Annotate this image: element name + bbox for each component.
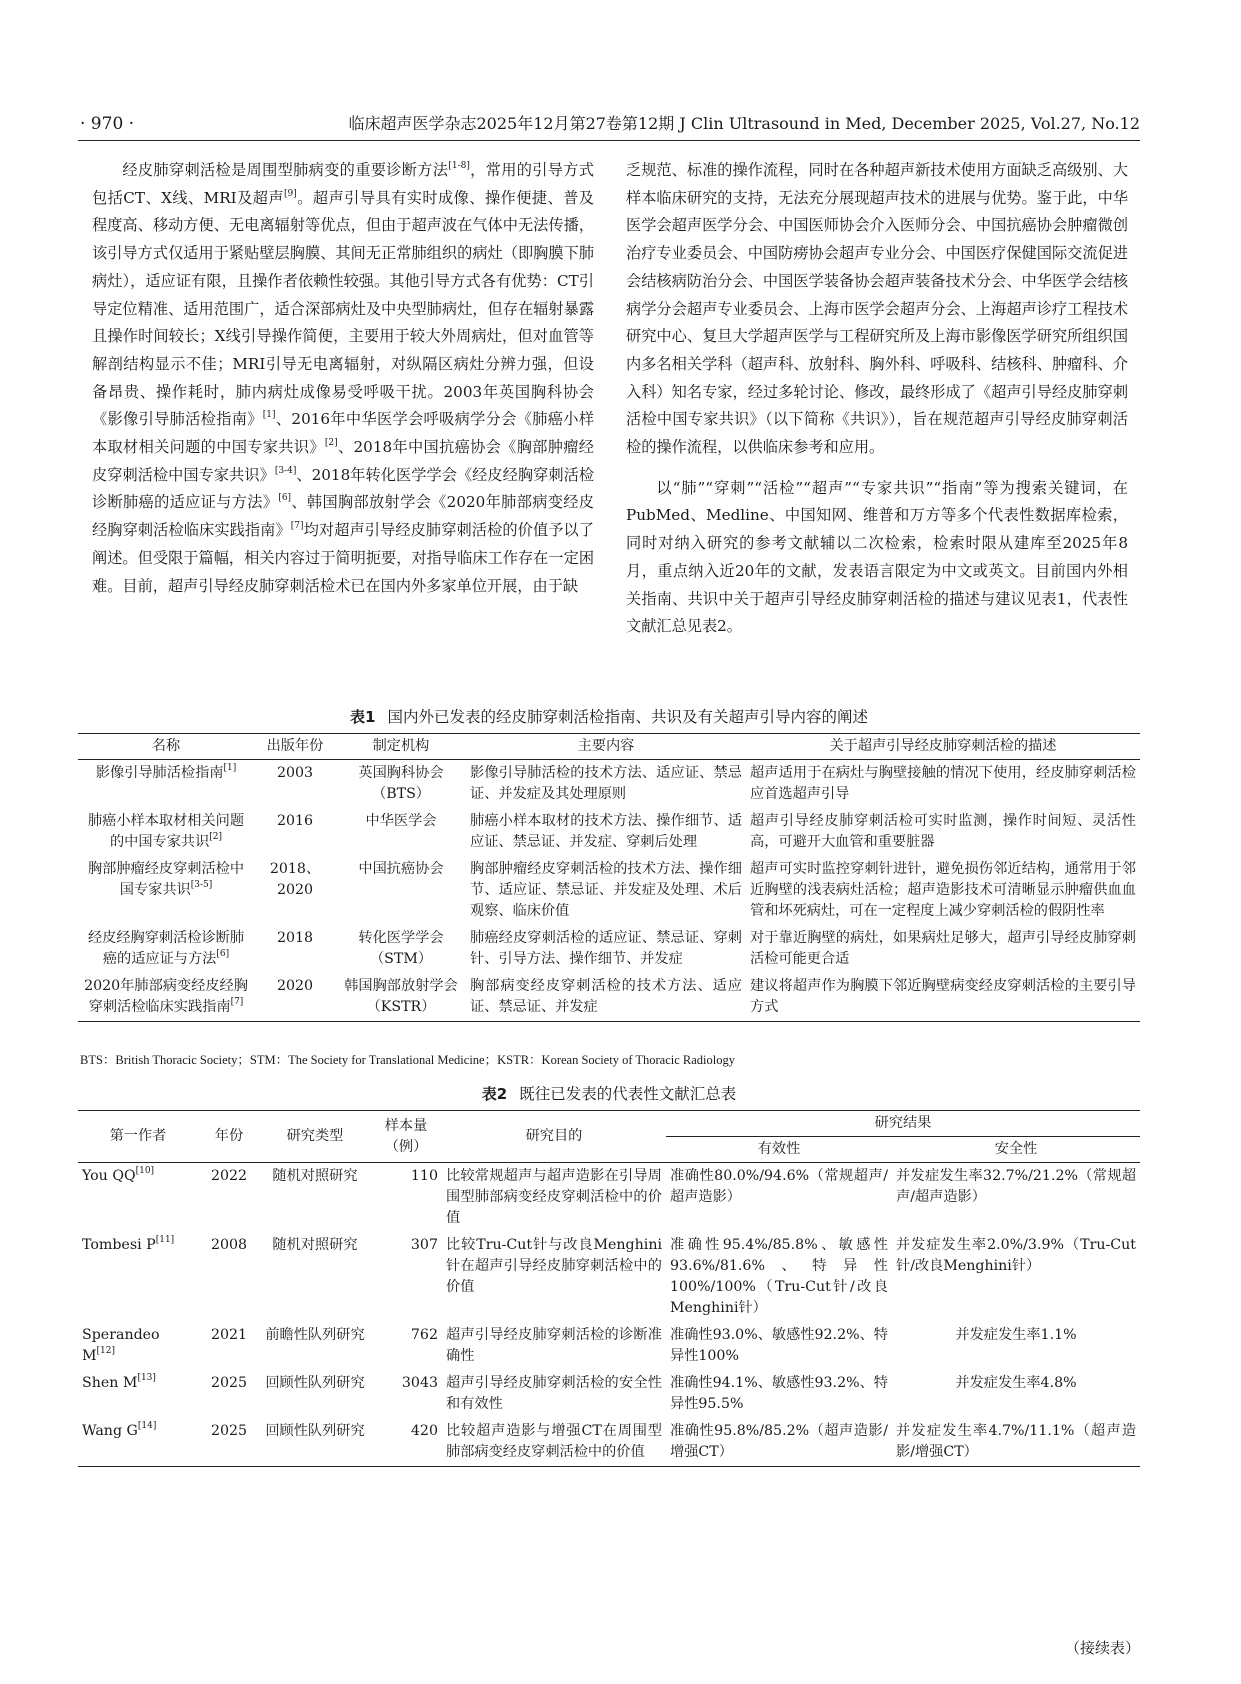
left-column — [92, 157, 594, 600]
table1-label: 表1 — [350, 708, 376, 726]
right-column — [626, 157, 1128, 641]
table-row — [78, 1163, 1140, 1233]
year-cell: 2003 — [276, 765, 314, 781]
text-run: 经皮肺穿刺活检是周围型肺病变的重要诊断方法 — [122, 161, 449, 179]
table-row — [78, 1418, 1140, 1467]
name-text: 影像引导肺活检指南 — [95, 765, 224, 781]
description-cell: 对于靠近胸壁的病灶，如果病灶足够大，超声引导经皮肺穿刺活检可能更合适 — [750, 930, 1136, 967]
table2-label: 表2 — [481, 1085, 508, 1103]
column-header: 主要内容 — [577, 738, 635, 754]
page-number: · 970 · — [80, 114, 135, 134]
efficacy-cell: 准确性80.0%/94.6%（常规超声/超声造影） — [670, 1168, 888, 1205]
citation: [1] — [223, 763, 237, 773]
safety-cell: 并发症发生率1.1% — [955, 1327, 1077, 1343]
aim-cell: 比较超声造影与增强CT在周围型肺部病变经皮穿刺活检中的价值 — [446, 1423, 662, 1460]
citation: [7] — [290, 521, 304, 532]
name-text: 经皮经胸穿刺活检诊断肺癌的适应证与方法 — [87, 930, 245, 967]
column-header: 制定机构 — [372, 738, 430, 754]
table2-caption — [78, 1083, 1140, 1105]
sample-size-cell: 420 — [410, 1423, 438, 1439]
citation: [11] — [155, 1235, 175, 1245]
org-cell: 中华医学会 — [365, 813, 437, 829]
author-cell — [78, 1163, 198, 1233]
paragraph — [626, 157, 1128, 462]
citation: [2] — [324, 438, 338, 449]
table2 — [78, 1110, 1140, 1467]
content-cell: 肺癌经皮穿刺活检的适应证、禁忌证、穿刺针、引导方法、操作细节、并发症 — [470, 930, 742, 967]
table-row — [78, 925, 1140, 973]
citation: [3-4] — [274, 465, 297, 476]
org-cell: 英国胸科协会（BTS） — [358, 765, 444, 802]
year-cell: 2025 — [210, 1423, 248, 1439]
efficacy-cell: 准确性95.4%/85.8%、敏感性93.6%/81.6%、特异性100%/100%（Tru-Cut针/改良Menghini针） — [670, 1237, 888, 1316]
table1-title: 国内外已发表的经皮肺穿刺活检指南、共识及有关超声引导内容的阐述 — [387, 708, 868, 726]
content-cell: 肺癌小样本取材的技术方法、操作细节、适应证、禁忌证、并发症、穿刺后处理 — [470, 813, 742, 850]
year-cell: 2016 — [276, 813, 314, 829]
aim-cell: 超声引导经皮肺穿刺活检的诊断准确性 — [446, 1327, 662, 1364]
author-text: Wang G — [82, 1423, 138, 1439]
table2-header-row — [78, 1111, 1140, 1137]
name-cell — [78, 973, 254, 1022]
table-row — [78, 808, 1140, 856]
table-row — [78, 1232, 1140, 1322]
citation: [1-8] — [448, 161, 470, 171]
table1-note: BTS：British Thoracic Society；STM：The Society for Translational Medicine；KSTR：Korean Society of Thoracic Radiology — [80, 1053, 735, 1067]
description-cell: 超声适用于在病灶与胸壁接触的情况下使用，经皮肺穿刺活检应首选超声引导 — [750, 765, 1136, 802]
efficacy-cell: 准确性95.8%/85.2%（超声造影/增强CT） — [670, 1423, 888, 1460]
column-header: 安全性 — [994, 1141, 1038, 1157]
name-cell — [78, 808, 254, 856]
column-header: 有效性 — [757, 1141, 801, 1157]
journal-citation: 临床超声医学杂志2025年12月第27卷第12期 J Clin Ultrasound in Med, December 2025, Vol.27, No.12 — [348, 114, 1140, 133]
text-run: 均对超声引导经皮肺穿刺活检的价值予以了阐述。但受限于篇幅，相关内容过于简明扼要，对指导临床工作存在一定困难。目前，超声引导经皮肺穿刺活检术已在国内外多家单位开展，由于缺 — [92, 521, 595, 595]
text-run: 、2018年转化医学学会《经皮经胸穿刺活检诊断肺癌的适应证与方法》 — [92, 465, 595, 512]
citation: [9] — [284, 188, 297, 199]
name-text: 肺癌小样本取材相关问题的中国专家共识 — [87, 813, 245, 850]
sample-size-cell: 307 — [410, 1237, 438, 1253]
author-text: You QQ — [82, 1168, 136, 1184]
citation: [7] — [230, 997, 244, 1007]
table-row — [78, 1322, 1140, 1370]
name-cell — [78, 856, 254, 925]
org-cell: 韩国胸部放射学会（KSTR） — [344, 978, 458, 1015]
name-cell — [78, 925, 254, 973]
content-cell: 胸部肿瘤经皮穿刺活检的技术方法、操作细节、适应证、禁忌证、并发症及处理、术后观察、临床价值 — [470, 861, 742, 919]
year-cell: 2018 — [276, 930, 314, 946]
table-row — [78, 760, 1140, 809]
citation: [13] — [137, 1373, 156, 1383]
citation: [2] — [209, 832, 223, 842]
text-run: 乏规范、标准的操作流程，同时在各种超声新技术使用方面缺乏高级别、大样本临床研究的支持，无法充分展现超声技术的进展与优势。鉴于此，中华医学会超声医学分会、中国医师协会介入医师分会、中国抗癌协会肿瘤微创治疗专业委员会、中国防痨协会超声专业分会、中国医疗保健国际交流促进会结核病防治分会、中国医学装备协会超声装备技术分会、中华医学会结核病学分会超声专业委员会、上海市医学会超声分会、上海超声诊疗工程技术研究中心、复旦大学超声医学与工程研究所及上海市影像医学研究所组织国内多名相关学科（超声科、放射科、胸外科、呼吸科、结核科、肿瘤科、介入科）知名专家，经过多轮讨论、修改，最终形成了《超声引导经皮肺穿刺活检中国专家共识》（以下简称《共识》），旨在规范超声引导经皮肺穿刺活检的操作流程，以供临床参考和应用。 — [626, 161, 1128, 457]
efficacy-cell: 准确性93.0%、敏感性92.2%、特异性100% — [670, 1327, 888, 1364]
year-cell: 2018、2020 — [269, 861, 321, 898]
column-header: 第一作者 — [109, 1128, 167, 1144]
paragraph — [626, 475, 1128, 641]
year-cell: 2020 — [276, 978, 314, 994]
text-run: 、2018年中国抗癌协会《胸部肿瘤经皮穿刺活检中国专家共识》 — [92, 438, 594, 484]
name-cell — [78, 760, 254, 809]
text-run: 、韩国胸部放射学会《2020年肺部病变经皮经胸穿刺活检临床实践指南》 — [92, 493, 594, 540]
year-cell: 2025 — [210, 1375, 248, 1391]
description-cell: 超声可实时监控穿刺针进针，避免损伤邻近结构，通常用于邻近胸壁的浅表病灶活检；超声造影技术可清晰显示肿瘤供血血管和坏死病灶，可在一定程度上减少穿刺活检的假阴性率 — [750, 861, 1136, 919]
continued-label: （接续表） — [1064, 1639, 1140, 1657]
study-type-cell: 回顾性队列研究 — [265, 1375, 365, 1391]
content-cell: 影像引导肺活检的技术方法、适应证、禁忌证、并发症及其处理原则 — [470, 765, 742, 802]
table-row — [78, 856, 1140, 925]
author-text: Sperandeo M — [82, 1327, 160, 1364]
author-cell — [78, 1322, 198, 1370]
table-row — [78, 1370, 1140, 1418]
table1 — [78, 733, 1140, 1022]
table2-title: 既往已发表的代表性文献汇总表 — [519, 1085, 737, 1103]
name-text: 胸部肿瘤经皮穿刺活检中国专家共识 — [87, 861, 245, 898]
year-cell: 2008 — [210, 1237, 248, 1253]
column-header: 年份 — [214, 1128, 244, 1144]
name-text: 2020年肺部病变经皮经胸穿刺活检临床实践指南 — [84, 978, 248, 1015]
author-text: Shen M — [82, 1375, 138, 1391]
org-cell: 中国抗癌协会 — [358, 861, 444, 877]
year-cell: 2022 — [210, 1168, 248, 1184]
author-text: Tombesi P — [82, 1237, 156, 1253]
column-header: 出版年份 — [266, 738, 324, 754]
citation: [1] — [262, 410, 276, 421]
efficacy-cell: 准确性94.1%、敏感性93.2%、特异性95.5% — [670, 1375, 888, 1412]
table1-caption — [78, 706, 1140, 728]
citation: [3-5] — [190, 880, 213, 890]
safety-cell: 并发症发生率4.8% — [955, 1375, 1077, 1391]
citation: [6] — [216, 949, 230, 959]
study-type-cell: 随机对照研究 — [272, 1237, 358, 1253]
safety-cell: 并发症发生率4.7%/11.1%（超声造影/增强CT） — [896, 1423, 1137, 1460]
table-row — [78, 973, 1140, 1022]
study-type-cell: 随机对照研究 — [272, 1168, 358, 1184]
aim-cell: 比较Tru-Cut针与改良Menghini针在超声引导经皮肺穿刺活检中的价值 — [446, 1237, 662, 1295]
citation: [12] — [96, 1346, 116, 1356]
sample-size-cell: 3043 — [401, 1375, 438, 1391]
author-cell — [78, 1232, 198, 1322]
description-cell: 建议将超声作为胸膜下邻近胸壁病变经皮穿刺活检的主要引导方式 — [750, 978, 1136, 1015]
column-header: 样本量（例） — [384, 1117, 428, 1155]
citation: [6] — [278, 493, 292, 504]
sample-size-cell: 110 — [410, 1168, 438, 1184]
column-header: 研究目的 — [525, 1128, 583, 1144]
sample-size-cell: 762 — [410, 1327, 438, 1343]
aim-cell: 比较常规超声与超声造影在引导周围型肺部病变经皮穿刺活检中的价值 — [446, 1168, 662, 1226]
running-header — [78, 112, 1140, 136]
description-cell: 超声引导经皮肺穿刺活检可实时监测，操作时间短、灵活性高，可避开大血管和重要脏器 — [750, 813, 1136, 850]
year-cell: 2021 — [210, 1327, 248, 1343]
column-header: 关于超声引导经皮肺穿刺活检的描述 — [829, 738, 1057, 754]
table1-header-row — [78, 734, 1140, 760]
author-cell — [78, 1418, 198, 1467]
org-cell: 转化医学学会（STM） — [358, 930, 444, 967]
text-run: 、2016年中华医学会呼吸病学分会《肺癌小样本取材相关问题的中国专家共识》 — [92, 410, 595, 457]
study-type-cell: 回顾性队列研究 — [265, 1423, 365, 1439]
safety-cell: 并发症发生率32.7%/21.2%（常规超声/超声造影） — [896, 1168, 1137, 1205]
safety-cell: 并发症发生率2.0%/3.9%（Tru-Cut针/改良Menghini针） — [896, 1237, 1137, 1274]
paragraph — [92, 157, 594, 600]
text-run: 。超声引导具有实时成像、操作便捷、普及程度高、移动方便、无电离辐射等优点，但由于超声波在气体中无法传播，该引导方式仅适用于紧贴壁层胸膜、其间无正常肺组织的病灶（即胸膜下肺病灶），适应证有限，且操作者依赖性较强。其他引导方式各有优势：CT引导定位精准、适用范围广，适合深部病灶及中央型肺病灶，但存在辐射暴露且操作时间较长；X线引导操作简便，主要用于较大外周病灶，但对血管等解剖结构显示不佳；MRI引导无电离辐射，对纵隔区病灶分辨力强，但设备昂贵、操作耗时，肺内病灶成像易受呼吸干扰。2003年英国胸科协会《影像引导肺活检指南》 — [92, 188, 594, 429]
column-header: 研究类型 — [286, 1128, 344, 1144]
text-run: ，常用的引导方式包括CT、X线、MRI及超声 — [92, 161, 595, 207]
content-cell: 胸部病变经皮穿刺活检的技术方法、适应证、禁忌证、并发症 — [470, 978, 742, 1015]
author-cell — [78, 1370, 198, 1418]
citation: [10] — [135, 1166, 155, 1176]
column-header: 研究结果 — [666, 1111, 1140, 1137]
column-header: 名称 — [151, 738, 181, 754]
aim-cell: 超声引导经皮肺穿刺活检的安全性和有效性 — [446, 1375, 662, 1412]
header-rule — [78, 140, 1140, 141]
study-type-cell: 前瞻性队列研究 — [265, 1327, 365, 1343]
citation: [14] — [137, 1421, 157, 1431]
text-run: 以“肺”“穿刺”“活检”“超声”“专家共识”“指南”等为搜索关键词，在PubMed、Medline、中国知网、维普和万方等多个代表性数据库检索，同时对纳入研究的参考文献辅以二次检索，检索时限从建库至2025年8月，重点纳入近20年的文献，发表语言限定为中文或英文。目前国内外相关指南、共识中关于超声引导经皮肺穿刺活检的描述与建议见表1，代表性文献汇总见表2。 — [626, 478, 1128, 636]
